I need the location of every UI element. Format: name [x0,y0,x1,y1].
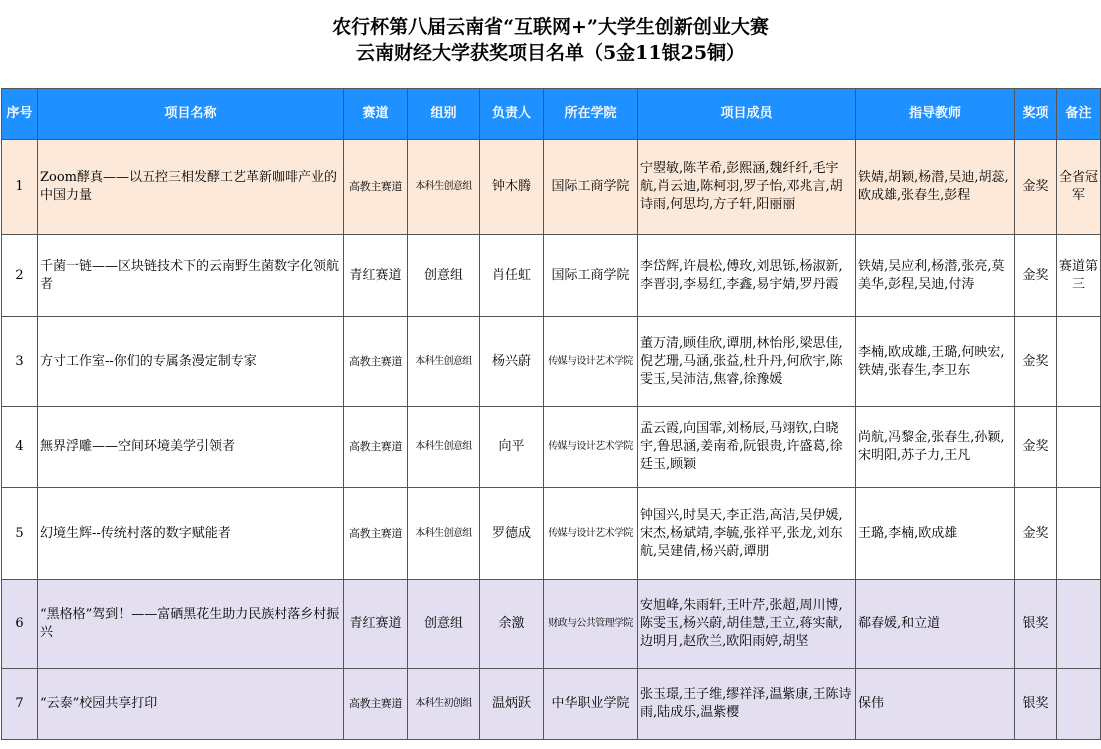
title-block [0,0,1101,88]
cell-leader: 肖任虹 [480,235,544,317]
cell-track: 青红赛道 [344,235,408,317]
col-header-members: 项目成员 [638,89,856,140]
cell-leader: 钟木腾 [480,140,544,235]
cell-members: 宁曌敏,陈芊希,彭熙涵,魏纤纤,毛宇航,肖云迪,陈柯羽,罗子怡,邓兆言,胡诗雨,何思均,方子轩,阳丽丽 [638,140,856,235]
page-subtitle: 云南财经大学获奖项目名单（5金11银25铜） [355,42,746,64]
cell-award: 金奖 [1015,407,1057,488]
cell-note [1057,317,1101,407]
cell-award: 金奖 [1015,140,1057,235]
cell-award: 金奖 [1015,488,1057,580]
cell-group: 创意组 [408,235,480,317]
cell-group: 本科生创意组 [408,317,480,407]
cell-track: 高教主赛道 [344,488,408,580]
col-header-college: 所在学院 [544,89,638,140]
cell-college: 国际工商学院 [544,140,638,235]
cell-award: 银奖 [1015,669,1057,740]
cell-track: 高教主赛道 [344,669,408,740]
cell-college: 国际工商学院 [544,235,638,317]
cell-no: 4 [2,407,38,488]
cell-note [1057,407,1101,488]
cell-group: 本科生创意组 [408,488,480,580]
cell-project: 無界浮雕——空间环境美学引领者 [38,407,344,488]
cell-college: 传媒与设计艺术学院 [544,488,638,580]
cell-track: 高教主赛道 [344,407,408,488]
cell-award: 金奖 [1015,317,1057,407]
cell-project: “云泰”校园共享打印 [38,669,344,740]
cell-track: 青红赛道 [344,580,408,669]
cell-leader: 杨兴蔚 [480,317,544,407]
cell-note: 全省冠军 [1057,140,1101,235]
cell-advisors: 尚航,冯黎金,张春生,孙颖,宋明阳,苏子力,王凡 [856,407,1015,488]
cell-note [1057,580,1101,669]
cell-group: 本科生创意组 [408,140,480,235]
cell-group: 创意组 [408,580,480,669]
col-header-track: 赛道 [344,89,408,140]
cell-project: 千菌一链——区块链技术下的云南野生菌数字化领航者 [38,235,344,317]
col-header-note: 备注 [1057,89,1101,140]
cell-note [1057,669,1101,740]
cell-college: 传媒与设计艺术学院 [544,317,638,407]
cell-leader: 温炳跃 [480,669,544,740]
cell-no: 2 [2,235,38,317]
cell-leader: 罗德成 [480,488,544,580]
table-row [2,140,1101,235]
cell-no: 1 [2,140,38,235]
cell-advisors: 王璐,李楠,欧成雄 [856,488,1015,580]
cell-advisors: 铁婧,胡颖,杨潜,吴迪,胡蕊,欧成雄,张春生,彭程 [856,140,1015,235]
col-header-no: 序号 [2,89,38,140]
cell-advisors: 李楠,欧成雄,王璐,何映宏,铁婧,张春生,李卫东 [856,317,1015,407]
table-row [2,488,1101,580]
cell-leader: 向平 [480,407,544,488]
table-row [2,317,1101,407]
col-header-project: 项目名称 [38,89,344,140]
cell-members: 钟国兴,时昊天,李正浩,高洁,吴伊媛,宋杰,杨斌靖,李毓,张祥平,张龙,刘东航,吴建倩,杨兴蔚,谭朋 [638,488,856,580]
cell-project: “黑格格”驾到！——富硒黑花生助力民族村落乡村振兴 [38,580,344,669]
cell-track: 高教主赛道 [344,140,408,235]
table-row [2,407,1101,488]
cell-college: 传媒与设计艺术学院 [544,407,638,488]
cell-members: 董万清,顾佳欣,谭朋,林怡彤,梁思佳,倪艺珊,马涵,张益,杜升丹,何欣宇,陈雯玉,吴沛洁,焦睿,徐豫媛 [638,317,856,407]
cell-members: 安旭峰,朱雨轩,王叶芹,张超,周川博,陈雯玉,杨兴蔚,胡佳慧,王立,蒋实献,边明月,赵欣兰,欧阳雨婷,胡坚 [638,580,856,669]
col-header-advisors: 指导教师 [856,89,1015,140]
cell-project: Zoom酵真——以五控三相发酵工艺革新咖啡产业的中国力量 [38,140,344,235]
cell-advisors: 保伟 [856,669,1015,740]
cell-college: 财政与公共管理学院 [544,580,638,669]
cell-award: 金奖 [1015,235,1057,317]
cell-members: 孟云霞,向国霏,刘杨辰,马翊钦,白晓宇,鲁思涵,姜南希,阮银贵,许盛葛,徐廷玉,顾颖 [638,407,856,488]
cell-no: 5 [2,488,38,580]
cell-note: 赛道第三 [1057,235,1101,317]
cell-group: 本科生创意组 [408,407,480,488]
cell-note [1057,488,1101,580]
table-row [2,580,1101,669]
table-row [2,235,1101,317]
cell-project: 方寸工作室--你们的专属条漫定制专家 [38,317,344,407]
cell-leader: 余激 [480,580,544,669]
cell-track: 高教主赛道 [344,317,408,407]
col-header-leader: 负责人 [480,89,544,140]
page-title: 农行杯第八届云南省“互联网+”大学生创新创业大赛 [332,16,769,38]
cell-project: 幻境生辉--传统村落的数字赋能者 [38,488,344,580]
cell-award: 银奖 [1015,580,1057,669]
cell-advisors: 郗春媛,和立道 [856,580,1015,669]
table-row [2,669,1101,740]
cell-group: 本科生初创组 [408,669,480,740]
cell-advisors: 铁婧,吴应利,杨潜,张亮,莫美华,彭程,吴迪,付涛 [856,235,1015,317]
cell-college: 中华职业学院 [544,669,638,740]
cell-members: 李岱辉,许晨松,傅玫,刘思铄,杨淑新,李晋羽,李易红,李鑫,易宇婧,罗丹霞 [638,235,856,317]
cell-no: 6 [2,580,38,669]
col-header-award: 奖项 [1015,89,1057,140]
cell-no: 7 [2,669,38,740]
cell-no: 3 [2,317,38,407]
table-header-row [2,89,1101,140]
awards-table [1,88,1101,740]
cell-members: 张玉璟,王子维,缪祥泽,温紫康,王陈诗雨,陆成乐,温紫樱 [638,669,856,740]
col-header-group: 组别 [408,89,480,140]
